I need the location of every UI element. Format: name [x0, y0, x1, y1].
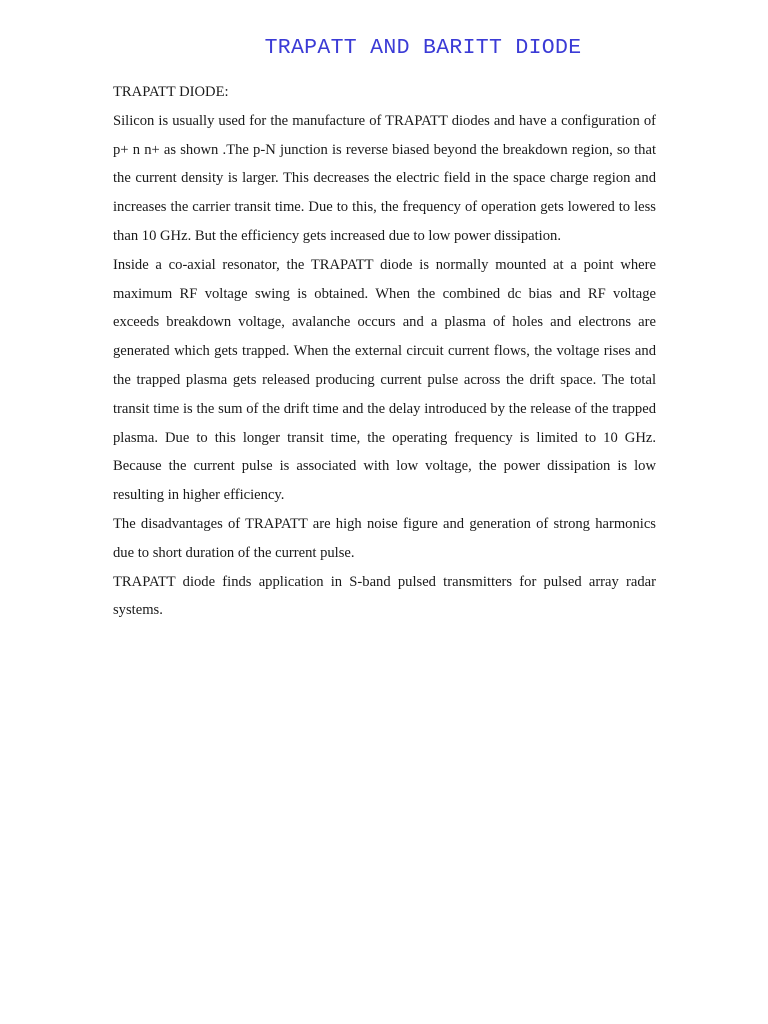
paragraph-materials: Silicon is usually used for the manufacture of TRAPATT diodes and have a configuration of p+ n n+ as shown .The p-N junction is reverse biased beyond the breakdown region, so that the current density is larger. This decreases the electric field in the space charge region and increases the carrier transit time. Due to this, the frequency of operation gets lowered to less than 10 GHz. But the efficiency gets increased due to low power dissipation.: [113, 112, 656, 244]
page-title: TRAPATT AND BARITT DIODE: [264, 36, 582, 60]
paragraph-operation: Inside a co-axial resonator, the TRAPATT diode is normally mounted at a point where maximum RF voltage swing is obtained. When the combined dc bias and RF voltage exceeds breakdown voltage, avalanche occurs and a plasma of holes and electrons are generated which gets trapped. When the external circuit current flows, the voltage rises and the trapped plasma gets released producing current pulse across the drift space. The total transit time is the sum of the drift time and the delay introduced by the release of the trapped plasma. Due to this longer transit time, the operating frequency is limited to 10 GHz. Because the current pulse is associated with low voltage, the power dissipation is low resulting in higher efficiency.: [113, 256, 656, 504]
paragraph-disadvantages: The disadvantages of TRAPATT are high noise figure and generation of strong harmonics due to short duration of the current pulse.: [113, 515, 656, 561]
section-heading: TRAPATT DIODE:: [113, 84, 229, 100]
document-body: [113, 78, 656, 625]
paragraph-applications: TRAPATT diode finds application in S-band pulsed transmitters for pulsed array radar systems.: [113, 573, 656, 619]
